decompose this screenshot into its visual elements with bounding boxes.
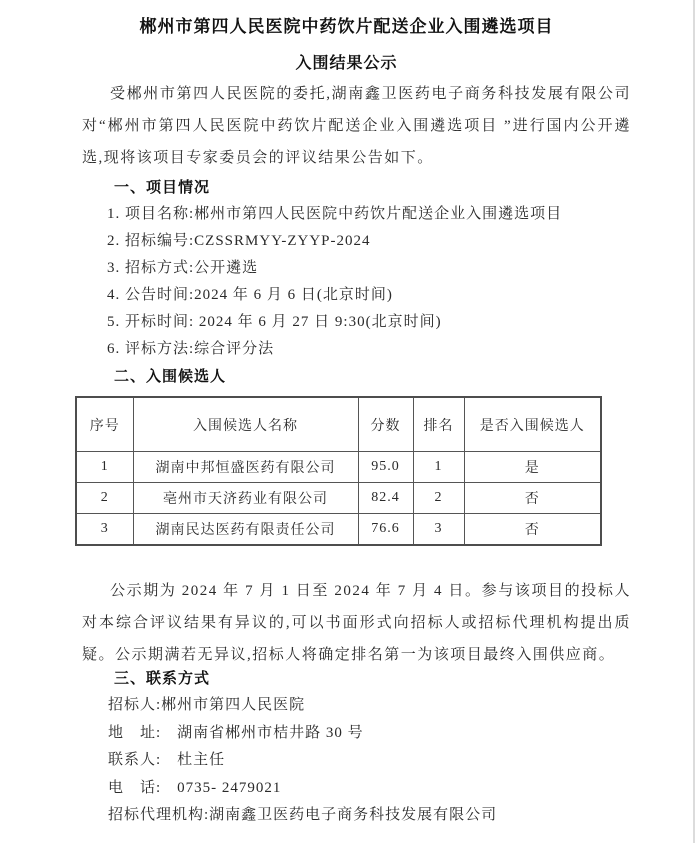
document-body (0, 78, 693, 830)
cell-score: 95.0 (358, 452, 413, 483)
table-header-shortlisted: 是否入围候选人 (464, 397, 601, 452)
project-item-open-time: 5. 开标时间: 2024 年 6 月 27 日 9:30(北京时间) (107, 314, 442, 330)
table-row (76, 483, 601, 514)
cell-rank: 1 (413, 452, 464, 483)
table-row (76, 514, 601, 546)
section-candidates-heading: 二、入围候选人 (114, 368, 227, 385)
contact-list (108, 692, 631, 830)
contact-tenderer: 招标人:郴州市第四人民医院 (108, 697, 306, 713)
project-item-announce-time: 4. 公告时间:2024 年 6 月 6 日(北京时间) (107, 287, 393, 303)
candidates-table (75, 396, 602, 546)
cell-rank: 2 (413, 483, 464, 514)
section-contact-heading: 三、联系方式 (114, 670, 211, 687)
contact-person: 联系人: 杜主任 (108, 752, 226, 768)
cell-score: 76.6 (358, 514, 413, 546)
cell-shortlisted: 否 (464, 514, 601, 546)
project-info-list (107, 201, 631, 363)
cell-shortlisted: 是 (464, 452, 601, 483)
contact-address: 地 址: 湖南省郴州市桔井路 30 号 (108, 724, 364, 741)
cell-candidate-name: 湖南民达医药有限责任公司 (133, 514, 358, 546)
table-row (76, 452, 601, 483)
cell-seq: 2 (76, 483, 133, 514)
contact-agency: 招标代理机构:湖南鑫卫医药电子商务科技发展有限公司 (108, 807, 498, 823)
publicity-notice-paragraph: 公示期为 2024 年 7 月 1 日至 2024 年 7 月 4 日。参与该项目的投标人对本综合评议结果有异议的,可以书面形式向招标人或招标代理机构提出质疑。公示期满若无异议,招标人将确定排名第一为该项目最终入围供应商。 (82, 583, 631, 663)
table-header-seq: 序号 (76, 397, 133, 452)
cell-candidate-name: 湖南中邦恒盛医药有限公司 (133, 452, 358, 483)
project-item-method: 3. 招标方式:公开遴选 (107, 260, 259, 276)
cell-seq: 1 (76, 452, 133, 483)
intro-paragraph: 受郴州市第四人民医院的委托,湖南鑫卫医药电子商务科技发展有限公司对“郴州市第四人民医院中药饮片配送企业入围遴选项目 ”进行国内公开遴选,现将该项目专家委员会的评议结果公告如下。 (82, 86, 631, 166)
cell-score: 82.4 (358, 483, 413, 514)
cell-seq: 3 (76, 514, 133, 546)
cell-candidate-name: 亳州市天济药业有限公司 (133, 483, 358, 514)
document-subtitle: 入围结果公示 (295, 55, 398, 72)
document-title: 郴州市第四人民医院中药饮片配送企业入围遴选项目 (139, 17, 554, 36)
cell-rank: 3 (413, 514, 464, 546)
contact-phone: 电 话: 0735- 2479021 (108, 779, 282, 796)
project-item-name: 1. 项目名称:郴州市第四人民医院中药饮片配送企业入围遴选项目 (107, 206, 563, 222)
table-header-candidate-name: 入围候选人名称 (133, 397, 358, 452)
project-item-eval-method: 6. 评标方法:综合评分法 (107, 341, 275, 357)
project-item-tender-no: 2. 招标编号:CZSSRMYY-ZYYP-2024 (107, 233, 371, 249)
cell-shortlisted: 否 (464, 483, 601, 514)
table-header-row (76, 397, 601, 452)
section-project-heading: 一、项目情况 (114, 179, 211, 196)
table-header-score: 分数 (358, 397, 413, 452)
table-header-rank: 排名 (413, 397, 464, 452)
